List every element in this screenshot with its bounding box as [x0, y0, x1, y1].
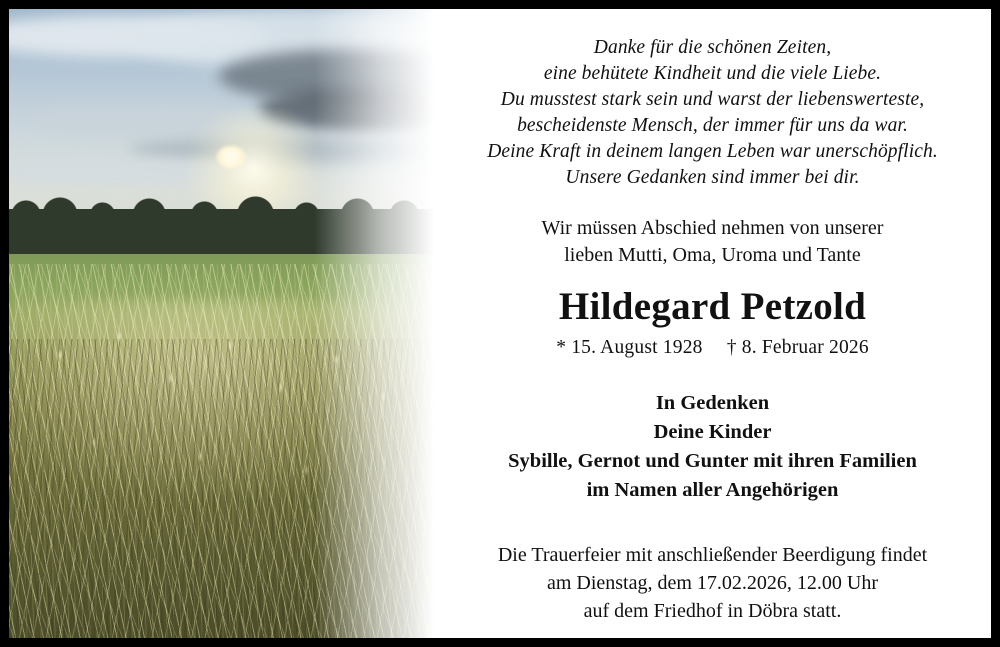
photo-white-fade: [314, 9, 434, 638]
poem-line: Unsere Gedanken sind immer bei dir.: [565, 166, 860, 188]
memory-line: Sybille, Gernot und Gunter mit ihren Familien: [508, 449, 917, 472]
memory-block: [460, 389, 965, 505]
life-dates: [460, 337, 965, 359]
poem-line: Deine Kraft in deinem langen Leben war unerschöpflich.: [487, 140, 938, 162]
funeral-line: Die Trauerfeier mit anschließender Beerdigung findet: [497, 544, 928, 567]
memory-line: Deine Kinder: [653, 420, 772, 443]
sun-icon: [216, 146, 246, 168]
birth-date: * 15. August 1928: [556, 336, 703, 358]
meadow-sunset-photo: [9, 9, 434, 638]
memory-line: In Gedenken: [655, 391, 770, 414]
funeral-line: auf dem Friedhof in Döbra statt.: [583, 600, 842, 623]
deceased-name: Hildegard Petzold: [558, 284, 867, 328]
funeral-line: am Dienstag, dem 17.02.2026, 12.00 Uhr: [546, 572, 879, 595]
death-date: † 8. Februar 2026: [726, 336, 869, 358]
intro-line: Wir müssen Abschied nehmen von unserer: [541, 216, 884, 239]
poem-line: bescheidenste Mensch, der immer für uns da war.: [517, 114, 908, 136]
poem-line: eine behütete Kindheit und die viele Liebe.: [543, 62, 882, 84]
memory-line: im Namen aller Angehörigen: [586, 478, 839, 501]
poem-line: Danke für die schönen Zeiten,: [593, 37, 832, 58]
intro-line: lieben Mutti, Oma, Uroma und Tante: [564, 243, 861, 266]
poem-block: [460, 35, 965, 191]
text-panel: [434, 9, 991, 638]
intro-block: [460, 215, 965, 269]
funeral-details: [460, 541, 965, 625]
poem-line: Du musstest stark sein und warst der liebenswerteste,: [500, 88, 925, 110]
